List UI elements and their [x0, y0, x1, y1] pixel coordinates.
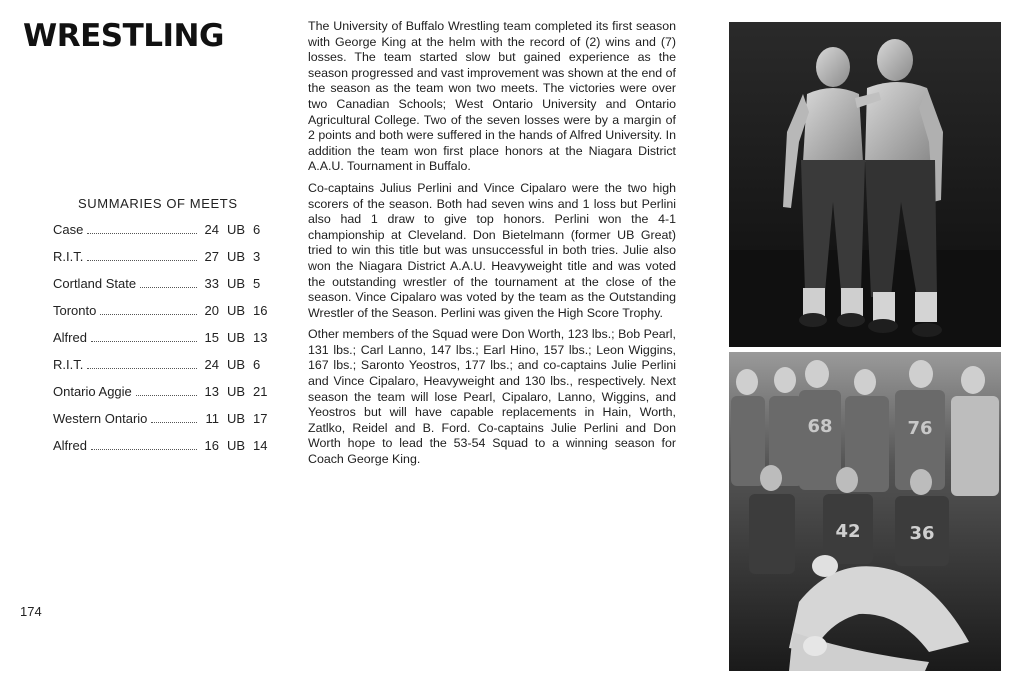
- meet-row: [53, 438, 273, 465]
- opponent-score: 27: [204, 249, 219, 264]
- ub-score: 13: [253, 330, 268, 345]
- meets-list: [53, 222, 273, 465]
- jersey-number: 68: [807, 416, 833, 437]
- ub-score: 3: [253, 249, 261, 264]
- squad-photo: [729, 352, 1001, 671]
- leader-dots: [87, 260, 197, 261]
- article-paragraph: Other members of the Squad were Don Worth, 123 lbs.; Bob Pearl, 131 lbs.; Carl Lanno, 147 lbs.; Earl Hino, 157 lbs.; Leon Wiggins, 167 lbs.; Saronto Yeostros, 177 lbs.; and co-captains Julie Perlini and Vince Cipalaro, Heavyweight and 130 lbs., respectively. Next season the team will lose Pearl, Cipalaro, Lanno, Wiggins, and Yeostros but will have capable replacements in Hain, Worth, Zatlko, Reidel and B. Ford. Co-captains Julie Perlini and Don Worth hope to lead the 53-54 Squad to a winning season for Coach George King.: [308, 327, 676, 467]
- leader-dots: [100, 314, 197, 315]
- meet-opponent: R.I.T.: [53, 249, 84, 264]
- article-text: [308, 19, 676, 474]
- leader-dots: [136, 395, 197, 396]
- meet-opponent: Ontario Aggie: [53, 384, 132, 399]
- opponent-score: 24: [204, 222, 219, 237]
- article-paragraph: The University of Buffalo Wrestling team completed its first season with George King at the helm with the record of (2) wins and (7) losses. The team started slow but gained experience as the season progressed and vast improvement was shown at the end of the season as the team won two meets. The victories were over two Canadian Schools; West Ontario University and Ontario Agricultural College. Two of the seven losses were by a margin of 2 points and both were suffered in the hands of Alfred University. In addition the team won first place honors at the Niagara District A.A.U. Tournament in Buffalo.: [308, 19, 676, 174]
- leader-dots: [140, 287, 197, 288]
- opponent-score: 24: [204, 357, 219, 372]
- co-captains-photo: [729, 22, 1001, 347]
- jersey-number: 42: [835, 521, 861, 542]
- meet-row: [53, 357, 273, 384]
- meet-opponent: Cortland State: [53, 276, 137, 291]
- opponent-score: 13: [204, 384, 219, 399]
- ub-score: 6: [253, 357, 261, 372]
- page-number: 174: [20, 604, 42, 619]
- team-abbrev: UB: [226, 330, 246, 345]
- meet-row: [53, 411, 273, 438]
- team-abbrev: UB: [226, 438, 246, 453]
- meet-row: [53, 330, 273, 357]
- ub-score: 6: [253, 222, 261, 237]
- team-abbrev: UB: [226, 303, 246, 318]
- article-paragraph: Co-captains Julius Perlini and Vince Cipalaro were the two high scorers of the season. Both had seven wins and 1 loss but Perlini also had 1 draw to give top honors. Perlini won the 4-1 championship at Cleveland. Don Bietelmann (former UB Great) tried to win this title but was unsuccessful in both tries. Julie also won the Niagara District A.A.U. Heavyweight title and was voted the outstanding wrestler of the tournament at the close of the season. Vince Cipalaro was voted by the team as the Outstanding Wrestler of the Season. Perlini was given the High Score Trophy.: [308, 180, 676, 320]
- team-abbrev: UB: [226, 357, 246, 372]
- leader-dots: [87, 368, 197, 369]
- opponent-score: 11: [205, 411, 219, 426]
- leader-dots: [151, 422, 197, 423]
- meet-opponent: Alfred: [53, 438, 87, 453]
- team-abbrev: UB: [226, 276, 246, 291]
- page-title: WRESTLING: [23, 18, 224, 54]
- meet-opponent: Toronto: [53, 303, 97, 318]
- meet-row: [53, 249, 273, 276]
- team-abbrev: UB: [226, 249, 246, 264]
- ub-score: 21: [253, 384, 268, 399]
- opponent-score: 15: [204, 330, 219, 345]
- team-abbrev: UB: [226, 411, 246, 426]
- ub-score: 16: [253, 303, 268, 318]
- meet-row: [53, 384, 273, 411]
- team-abbrev: UB: [226, 222, 246, 237]
- summaries-heading: SUMMARIES OF MEETS: [78, 196, 238, 211]
- meet-row: [53, 276, 273, 303]
- ub-score: 17: [253, 411, 268, 426]
- jersey-number: 76: [907, 418, 933, 439]
- meet-opponent: Case: [53, 222, 84, 237]
- team-abbrev: UB: [226, 384, 246, 399]
- meet-row: [53, 303, 273, 330]
- meet-opponent: Alfred: [53, 330, 87, 345]
- ub-score: 5: [253, 276, 261, 291]
- ub-score: 14: [253, 438, 268, 453]
- leader-dots: [91, 341, 197, 342]
- opponent-score: 33: [204, 276, 219, 291]
- leader-dots: [91, 449, 197, 450]
- meet-row: [53, 222, 273, 249]
- jersey-number: 36: [909, 523, 935, 544]
- opponent-score: 20: [204, 303, 219, 318]
- leader-dots: [87, 233, 197, 234]
- opponent-score: 16: [204, 438, 219, 453]
- meet-opponent: R.I.T.: [53, 357, 84, 372]
- meet-opponent: Western Ontario: [53, 411, 148, 426]
